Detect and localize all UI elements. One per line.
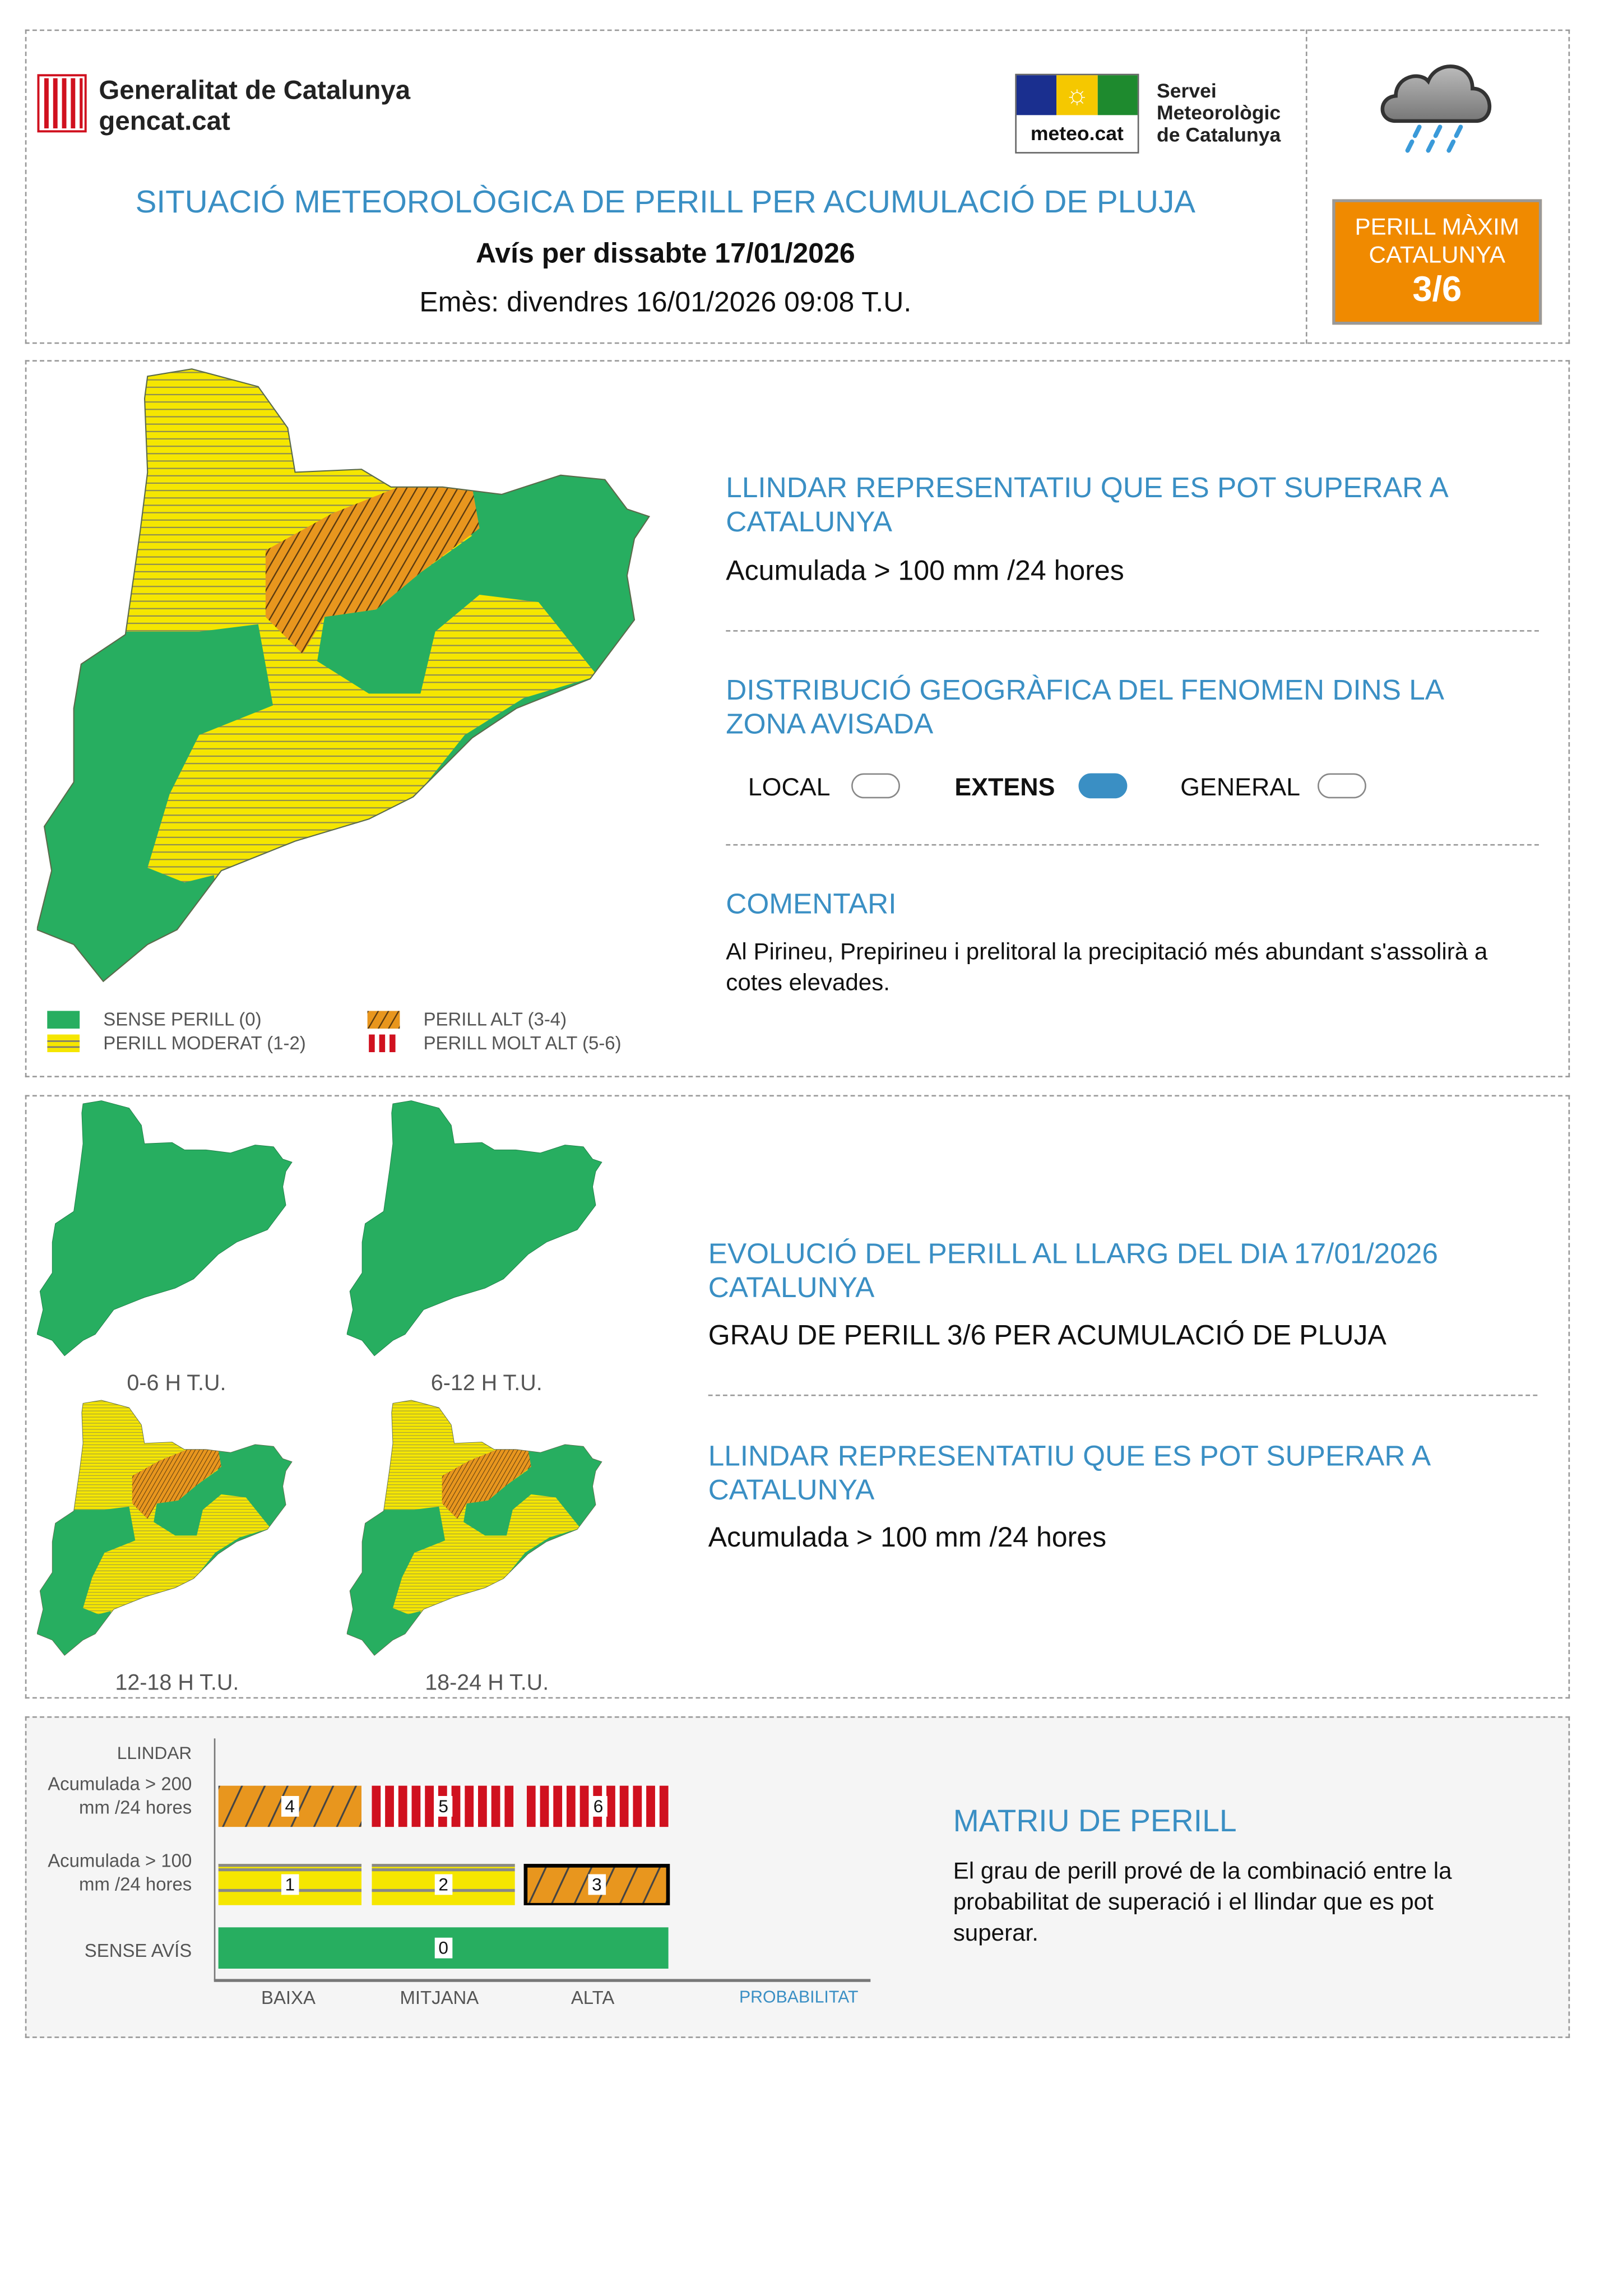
matrix-col-label: ALTA bbox=[571, 1988, 615, 2009]
period-label: 12-18 H T.U. bbox=[115, 1670, 239, 1696]
logo-sun-icon: ☼ bbox=[1057, 75, 1097, 115]
legend-moderate: PERILL MODERAT (1-2) bbox=[103, 1033, 306, 1054]
smc-line-1: Servei bbox=[1157, 80, 1217, 102]
rain-cloud-icon bbox=[1375, 59, 1499, 156]
matrix-row-label: Acumulada > 100 mm /24 hores bbox=[48, 1850, 192, 1895]
matrix-row-label: SENSE AVÍS bbox=[84, 1941, 192, 1961]
legend-swatch-moderate bbox=[47, 1035, 80, 1053]
issued-date: Emès: divendres 16/01/2026 09:08 T.U. bbox=[419, 288, 912, 319]
smc-line-2: Meteorològic bbox=[1157, 101, 1281, 124]
matrix-cell-value: 0 bbox=[434, 1938, 452, 1959]
matrix-cell-value: 4 bbox=[281, 1796, 299, 1817]
gencat-logo-icon bbox=[37, 74, 87, 133]
distribution-local-toggle bbox=[851, 774, 900, 799]
map-period-0-6 bbox=[37, 1099, 295, 1358]
period-label: 6-12 H T.U. bbox=[430, 1371, 542, 1396]
warning-date: Avís per dissabte 17/01/2026 bbox=[476, 239, 855, 270]
legend-none: SENSE PERILL (0) bbox=[103, 1009, 262, 1030]
distribution-title: DISTRIBUCIÓ GEOGRÀFICA DEL FENOMEN DINS LA ZONA AVISADA bbox=[726, 674, 1443, 741]
meteocat-logo bbox=[1015, 74, 1139, 154]
map-period-6-12 bbox=[347, 1099, 605, 1358]
matrix-y-axis bbox=[214, 1738, 216, 1980]
gencat-site: gencat.cat bbox=[99, 106, 230, 136]
map-period-12-18 bbox=[37, 1399, 295, 1658]
catalonia-danger-map bbox=[37, 366, 657, 986]
period-label: 0-6 H T.U. bbox=[127, 1371, 226, 1396]
matrix-cell-value: 6 bbox=[589, 1796, 608, 1817]
legend-swatch-very-high bbox=[368, 1035, 400, 1053]
meteocat-logo-text: meteo.cat bbox=[1030, 122, 1124, 145]
matrix-col-label: MITJANA bbox=[400, 1988, 479, 2009]
legend-swatch-high bbox=[368, 1011, 400, 1029]
matrix-y-title: LLINDAR bbox=[117, 1743, 192, 1764]
matrix-cell-value: 1 bbox=[281, 1874, 299, 1895]
logo-moon-icon bbox=[1097, 75, 1138, 115]
matrix-cell-0 bbox=[219, 1927, 669, 1969]
comment-title: COMENTARI bbox=[726, 888, 897, 921]
smc-line-3: de Catalunya bbox=[1157, 124, 1281, 146]
distribution-general-toggle bbox=[1318, 774, 1366, 799]
threshold-title: LLINDAR REPRESENTATIU QUE ES POT SUPERAR A CATALUNYA bbox=[726, 472, 1447, 539]
matrix-x-axis bbox=[214, 1979, 871, 1982]
divider bbox=[708, 1395, 1538, 1396]
map-period-18-24 bbox=[347, 1399, 605, 1658]
comment-text: Al Pirineu, Prepirineu i prelitoral la precipitació més abundant s'assolirà a cotes elevades. bbox=[726, 940, 1488, 997]
matrix-cell-value: 5 bbox=[434, 1796, 452, 1817]
threshold-value: Acumulada > 100 mm /24 hores bbox=[726, 556, 1124, 587]
legend-very-high: PERILL MOLT ALT (5-6) bbox=[423, 1033, 622, 1054]
divider bbox=[726, 844, 1539, 846]
max-danger-label-2: CATALUNYA bbox=[1369, 243, 1505, 269]
legend-high: PERILL ALT (3-4) bbox=[423, 1009, 567, 1030]
evolution-threshold-value: Acumulada > 100 mm /24 hores bbox=[708, 1522, 1107, 1554]
evolution-grade: GRAU DE PERILL 3/6 PER ACUMULACIÓ DE PLUJA bbox=[708, 1321, 1386, 1352]
matrix-title: MATRIU DE PERILL bbox=[953, 1804, 1237, 1839]
legend-swatch-none bbox=[47, 1011, 80, 1029]
max-danger-badge bbox=[1332, 199, 1542, 325]
matrix-cell-value: 2 bbox=[434, 1874, 452, 1895]
page-title: SITUACIÓ METEOROLÒGICA DE PERILL PER ACUMULACIÓ DE PLUJA bbox=[135, 184, 1196, 220]
matrix-x-title: PROBABILITAT bbox=[739, 1989, 859, 2007]
evolution-threshold-title: LLINDAR REPRESENTATIU QUE ES POT SUPERAR A CATALUNYA bbox=[708, 1440, 1430, 1507]
matrix-text: El grau de perill prové de la combinació entre la probabilitat de superació i el llindar que es pot superar. bbox=[953, 1859, 1452, 1947]
evolution-title: EVOLUCIÓ DEL PERILL AL LLARG DEL DIA 17/01/2026 CATALUNYA bbox=[708, 1238, 1438, 1305]
distribution-extens-label: EXTENS bbox=[954, 773, 1055, 802]
header-divider bbox=[1306, 30, 1307, 344]
divider bbox=[726, 630, 1539, 632]
distribution-extens-toggle bbox=[1079, 774, 1128, 799]
distribution-local-label: LOCAL bbox=[748, 773, 831, 802]
max-danger-value: 3/6 bbox=[1412, 270, 1462, 310]
distribution-general-label: GENERAL bbox=[1180, 773, 1301, 802]
period-label: 18-24 H T.U. bbox=[425, 1670, 549, 1696]
max-danger-label-1: PERILL MÀXIM bbox=[1355, 215, 1519, 241]
gencat-name: Generalitat de Catalunya bbox=[99, 75, 411, 105]
logo-waves-icon bbox=[1017, 75, 1057, 115]
matrix-col-label: BAIXA bbox=[261, 1988, 316, 2009]
matrix-cell-value: 3 bbox=[587, 1874, 606, 1895]
matrix-row-label: Acumulada > 200 mm /24 hores bbox=[48, 1774, 192, 1818]
